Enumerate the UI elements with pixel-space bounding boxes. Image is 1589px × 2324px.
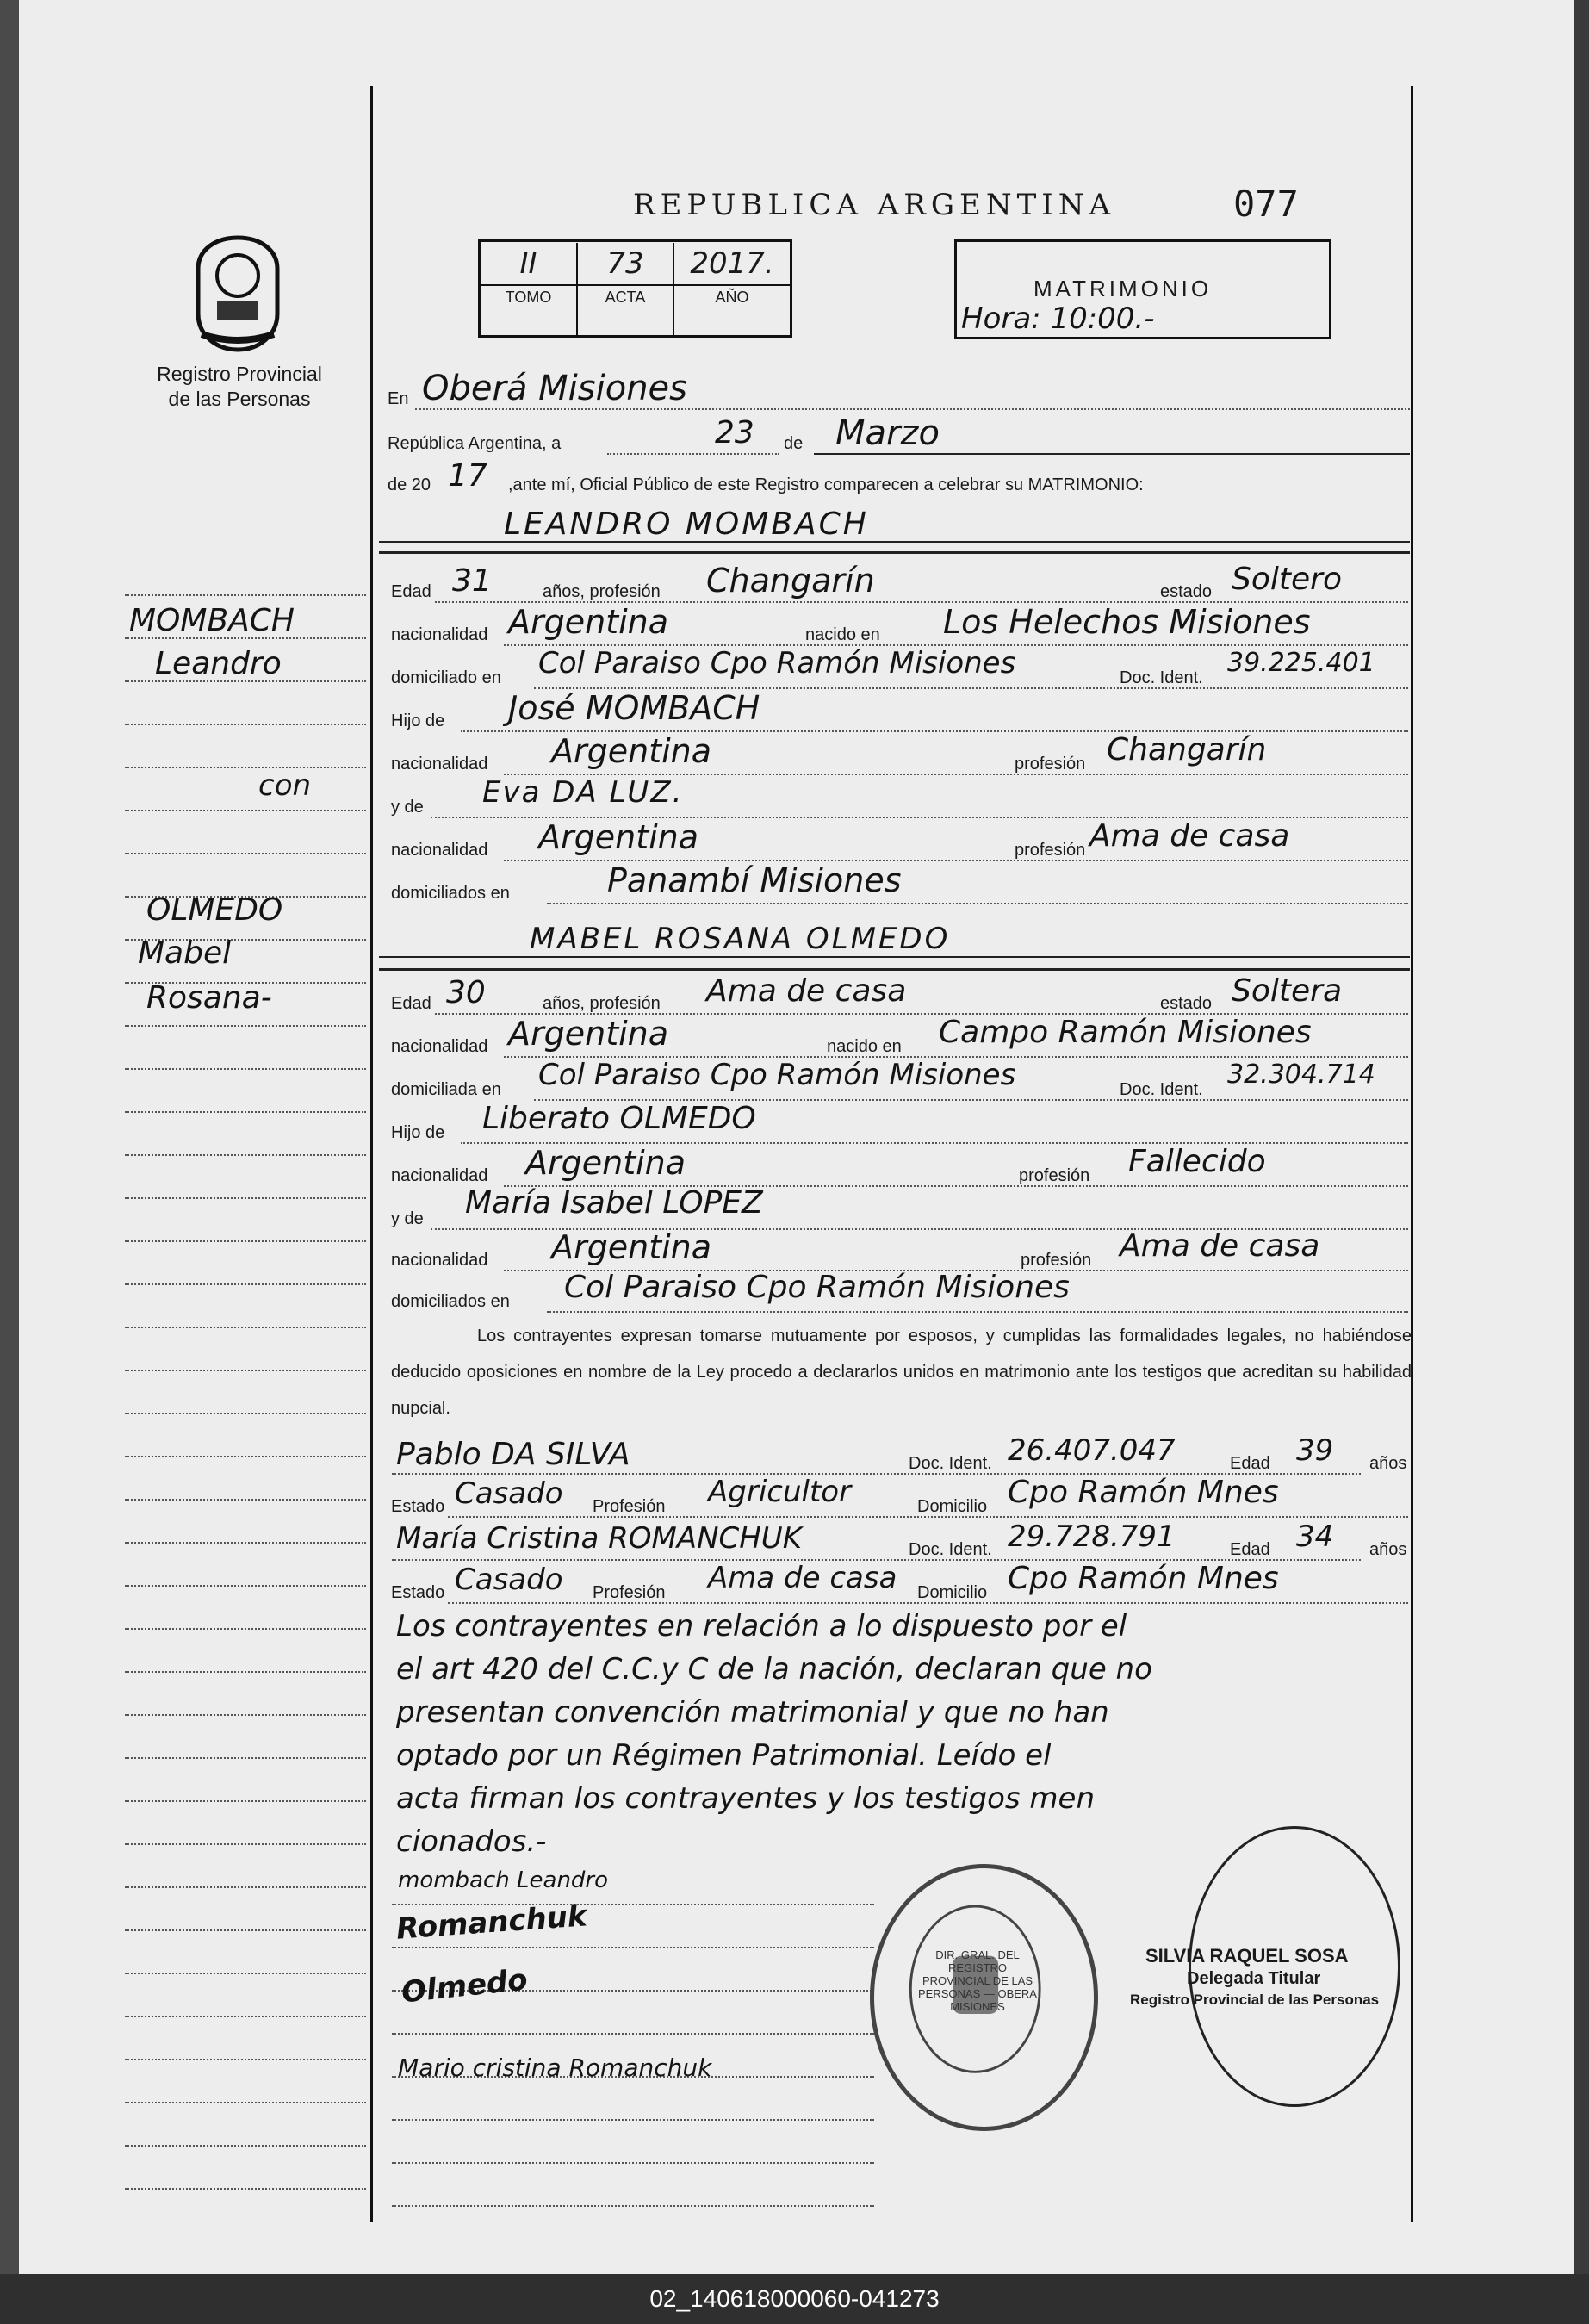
label: nacionalidad <box>391 755 488 774</box>
groom-father-nationality: Argentina <box>551 732 712 770</box>
bride-occupation: Ama de casa <box>706 973 907 1009</box>
anio-label: AÑO <box>674 284 790 308</box>
bride-nationality: Argentina <box>508 1015 669 1053</box>
witness1-occupation: Agricultor <box>708 1475 852 1509</box>
label: Profesión <box>593 1583 666 1602</box>
margin-dotline <box>125 1973 366 1974</box>
dotline <box>448 1516 1408 1518</box>
margin-dotline <box>125 594 366 596</box>
groom-occupation: Changarín <box>706 562 875 600</box>
label: años, profesión <box>543 582 661 601</box>
margin-dotline <box>125 1111 366 1113</box>
note-line: cionados.- <box>396 1824 547 1859</box>
bride-mother-nationality: Argentina <box>551 1228 712 1266</box>
label: Edad <box>391 994 431 1013</box>
margin-dotline <box>125 1671 366 1673</box>
witness2-marital-status: Casado <box>455 1563 563 1597</box>
label: y de <box>391 798 424 817</box>
groom-father: José MOMBACH <box>508 689 760 727</box>
margin-dotline <box>125 1714 366 1716</box>
bride-full-name: MABEL ROSANA OLMEDO <box>530 922 951 956</box>
label: años <box>1369 1454 1407 1473</box>
margin-dotline <box>125 1240 366 1242</box>
month: Marzo <box>835 413 940 453</box>
groom-id: 39.225.401 <box>1227 648 1375 678</box>
margin-dotline <box>125 1413 366 1414</box>
label: Estado <box>391 1497 445 1516</box>
witness2-name: María Cristina ROMANCHUK <box>396 1521 802 1556</box>
label: años <box>1369 1540 1407 1559</box>
signature-groom: mombach Leandro <box>398 1867 609 1893</box>
groom-marital-status: Soltero <box>1232 562 1342 597</box>
official-name: SILVIA RAQUEL SOSA <box>1145 1945 1349 1967</box>
signature-bride: Olmedo <box>400 1962 530 2010</box>
bride-birthplace: Campo Ramón Misiones <box>939 1015 1312 1050</box>
label: profesión <box>1021 1251 1092 1270</box>
book-binding <box>0 0 19 2274</box>
body-dotline <box>392 2162 874 2164</box>
witness1-address: Cpo Ramón Mnes <box>1008 1475 1279 1510</box>
margin-bride-surname: OLMEDO <box>146 892 283 928</box>
underline <box>379 956 1410 958</box>
anio-value: 2017. <box>690 246 774 281</box>
groom-parents-address: Panambí Misiones <box>607 861 902 899</box>
scan-id-footer: 02_140618000060-041273 <box>0 2274 1589 2324</box>
note-line: el art 420 del C.C.y C de la nación, declaran que no <box>396 1652 1152 1687</box>
margin-dotline <box>125 724 366 725</box>
dotline <box>547 903 1408 904</box>
label: Edad <box>1230 1540 1270 1559</box>
label: Hijo de <box>391 1123 445 1142</box>
body-dotline <box>392 2033 874 2035</box>
label: estado <box>1160 582 1213 601</box>
label: Edad <box>1230 1454 1270 1473</box>
tomo-value: II <box>519 246 537 281</box>
label: Domicilio <box>917 1497 988 1516</box>
tomo-cell <box>481 243 578 336</box>
margin-dotline <box>125 2102 366 2103</box>
declaration-text: Los contrayentes expresan tomarse mutuamente por esposos, y cumplidas las formalidades legales, no habiéndose deducido oposiciones en nombre de la Ley procedo a declararlos unidos en matrimonio ante los testigos que acreditan su habilidad nupcial. <box>391 1327 1412 1418</box>
de-label: de <box>784 434 804 453</box>
label: profesión <box>1015 755 1086 774</box>
underline <box>379 541 1410 543</box>
margin-groom-surname: MOMBACH <box>129 603 295 638</box>
label: domiciliados en <box>391 1292 510 1311</box>
intro-text: ,ante mí, Oficial Público de este Registro comparecen a celebrar su MATRIMONIO: <box>508 475 1144 494</box>
margin-dotline <box>125 1283 366 1285</box>
margin-dotline <box>125 1456 366 1457</box>
dotline <box>547 1311 1408 1313</box>
label: años, profesión <box>543 994 661 1013</box>
bride-mother-occupation: Ama de casa <box>1120 1228 1320 1264</box>
body-dotline <box>392 1904 874 1905</box>
label: Doc. Ident. <box>1120 1080 1203 1099</box>
groom-full-name: LEANDRO MOMBACH <box>504 506 869 542</box>
en-label: En <box>388 389 409 408</box>
groom-nationality: Argentina <box>508 603 669 641</box>
right-rule <box>1411 86 1413 2222</box>
dotline <box>607 453 779 455</box>
groom-mother: Eva DA LUZ. <box>482 775 684 810</box>
bride-parents-address: Col Paraiso Cpo Ramón Misiones <box>564 1270 1070 1305</box>
label: nacionalidad <box>391 841 488 860</box>
dotline <box>448 1602 1408 1604</box>
witness2-occupation: Ama de casa <box>708 1561 897 1595</box>
acta-cell <box>578 243 674 336</box>
witness1-name: Pablo DA SILVA <box>396 1437 630 1472</box>
label: Doc. Ident. <box>1120 668 1203 687</box>
section-rule <box>379 968 1410 971</box>
record-type: MATRIMONIO <box>1033 276 1213 301</box>
margin-dotline <box>125 1929 366 1931</box>
label: nacionalidad <box>391 1037 488 1056</box>
acta-label: ACTA <box>578 284 673 308</box>
margin-dotline <box>125 1800 366 1802</box>
section-rule <box>379 551 1410 554</box>
label: Hijo de <box>391 711 445 730</box>
label: nacido en <box>805 625 880 644</box>
margin-dotline <box>125 853 366 854</box>
label: Domicilio <box>917 1583 988 1602</box>
margin-dotline <box>125 2016 366 2017</box>
margin-rule <box>370 86 373 2222</box>
margin-dotline <box>125 1585 366 1587</box>
anio-cell <box>674 243 790 336</box>
margin-groom-name: Leandro <box>155 646 282 681</box>
label: profesión <box>1015 841 1086 860</box>
note-line: presentan convención matrimonial y que no han <box>396 1695 1109 1730</box>
groom-birthplace: Los Helechos Misiones <box>943 603 1311 641</box>
margin-dotline <box>125 1757 366 1759</box>
witness2-address: Cpo Ramón Mnes <box>1008 1561 1279 1596</box>
bride-father-occupation: Fallecido <box>1128 1144 1266 1179</box>
year-prefix: de 20 <box>388 475 431 494</box>
note-line: optado por un Régimen Patrimonial. Leído el <box>396 1738 1052 1773</box>
label: nacionalidad <box>391 1251 488 1270</box>
witness1-age: 39 <box>1296 1433 1334 1468</box>
acta-value: 73 <box>606 246 644 281</box>
margin-dotline <box>125 810 366 811</box>
stamp-text: DIR. GRAL. DEL REGISTRO PROVINCIAL DE LAS PERSONAS — OBERA MISIONES <box>918 1948 1037 2013</box>
year-suffix: 17 <box>448 458 487 494</box>
note-line: Los contrayentes en relación a lo dispuesto por el <box>396 1609 1127 1644</box>
body-dotline <box>392 2205 874 2207</box>
margin-dotline <box>125 1154 366 1156</box>
margin-dotline <box>125 2188 366 2190</box>
label: Doc. Ident. <box>909 1540 992 1559</box>
day: 23 <box>715 415 754 451</box>
bride-address: Col Paraiso Cpo Ramón Misiones <box>538 1058 1016 1092</box>
label: nacionalidad <box>391 1166 488 1185</box>
official-org: Registro Provincial de las Personas <box>1130 1992 1380 2008</box>
label: Estado <box>391 1583 445 1602</box>
note-line: acta firman los contrayentes y los testigos men <box>396 1781 1096 1816</box>
bride-father: Liberato OLMEDO <box>482 1101 756 1136</box>
folio-number: 077 <box>1233 183 1299 225</box>
label: domiciliada en <box>391 1080 501 1099</box>
groom-age: 31 <box>452 563 492 599</box>
bride-marital-status: Soltera <box>1232 973 1343 1009</box>
label: estado <box>1160 994 1213 1013</box>
witness2-age: 34 <box>1296 1519 1334 1554</box>
label: Profesión <box>593 1497 666 1516</box>
tomo-label: TOMO <box>481 284 576 308</box>
label: profesión <box>1019 1166 1090 1185</box>
margin-dotline <box>125 1197 366 1199</box>
dotline <box>415 408 1410 410</box>
witness1-marital-status: Casado <box>455 1476 563 1511</box>
groom-father-occupation: Changarín <box>1107 732 1267 767</box>
bride-father-nationality: Argentina <box>525 1144 686 1182</box>
label: nacido en <box>827 1037 902 1056</box>
groom-mother-occupation: Ama de casa <box>1089 818 1290 854</box>
body-dotline <box>392 2119 874 2121</box>
margin-dotline <box>125 1886 366 1888</box>
margin-dotline <box>125 2059 366 2060</box>
margin-bride-name2: Rosana- <box>146 980 272 1016</box>
country-title: REPUBLICA ARGENTINA <box>633 188 1116 222</box>
margin-dotline <box>125 1327 366 1328</box>
margin-dotline <box>125 1068 366 1070</box>
label: nacionalidad <box>391 625 488 644</box>
place: Oberá Misiones <box>422 369 688 408</box>
republica-label: República Argentina, a <box>388 434 562 453</box>
bride-id: 32.304.714 <box>1227 1059 1375 1090</box>
witness1-id: 26.407.047 <box>1008 1433 1176 1468</box>
margin-con: con <box>258 768 312 803</box>
margin-dotline <box>125 1843 366 1845</box>
label: Doc. Ident. <box>909 1454 992 1473</box>
label: Edad <box>391 582 431 601</box>
margin-bride-name: Mabel <box>138 935 232 971</box>
provincia-misiones-seal-icon <box>189 234 286 353</box>
body-dotline <box>392 1947 874 1948</box>
underline <box>814 453 1410 455</box>
hora: Hora: 10:00.- <box>961 301 1155 336</box>
margin-dotline <box>125 767 366 768</box>
witness2-id: 29.728.791 <box>1008 1519 1176 1554</box>
margin-dotline <box>125 1542 366 1544</box>
label: domiciliados en <box>391 884 510 903</box>
signature-witness: Romanchuk <box>394 1898 588 1947</box>
margin-dotline <box>125 2145 366 2147</box>
label: domiciliado en <box>391 668 501 687</box>
official-role: Delegada Titular <box>1187 1969 1321 1988</box>
bride-age: 30 <box>446 975 486 1010</box>
signature-witness2: Mario cristina Romanchuk <box>398 2054 712 2082</box>
label: y de <box>391 1209 424 1228</box>
registry-name: Registro Provincial de las Personas <box>157 363 322 410</box>
groom-address: Col Paraiso Cpo Ramón Misiones <box>538 646 1016 680</box>
margin-dotline <box>125 1370 366 1371</box>
groom-mother-nationality: Argentina <box>538 818 699 856</box>
bride-mother: María Isabel LOPEZ <box>465 1185 763 1221</box>
margin-dotline <box>125 1025 366 1027</box>
margin-dotline <box>125 1499 366 1501</box>
margin-dotline <box>125 1628 366 1630</box>
